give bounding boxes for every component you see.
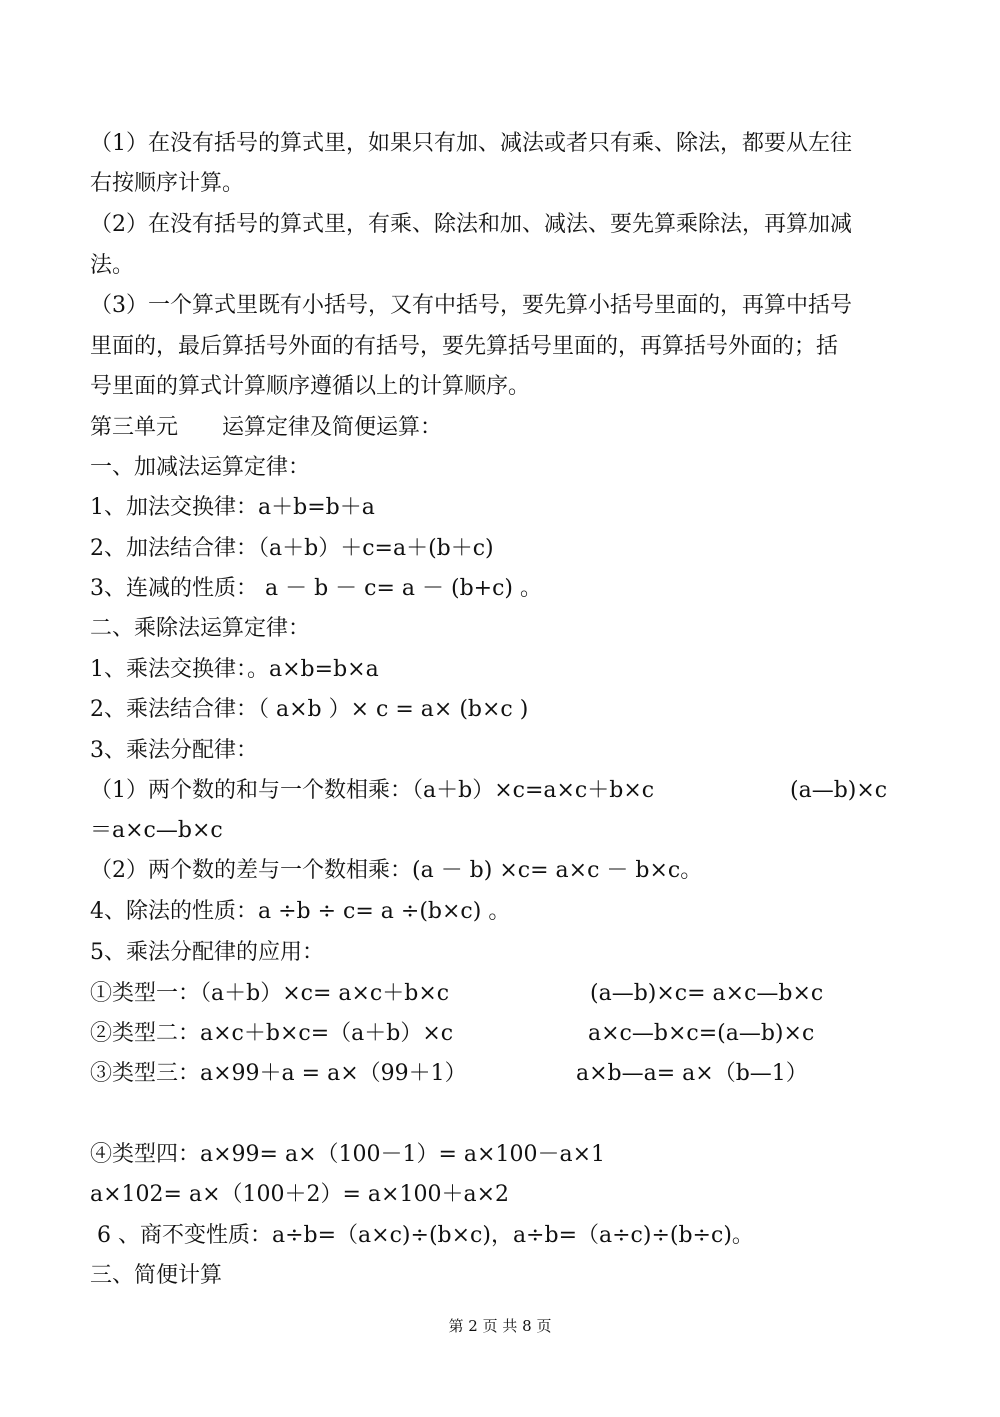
type-4-line-1: ④类型四：a×99= a×（100－1）= a×100－a×1 (90, 1142, 606, 1167)
section-simplified-calculation: 三、简便计算 (90, 1263, 223, 1288)
type-4-line-2: a×102= a×（100＋2）= a×100＋a×2 (90, 1182, 510, 1207)
rule-1-line-2: 右按顺序计算。 (90, 171, 245, 196)
type-3-left: ③类型三：a×99＋a = a×（99＋1） (90, 1061, 467, 1086)
law-mul-associative: 2、乘法结合律：（ a×b ）× c = a× (b×c ) (90, 697, 529, 722)
law-mul-distributive: 3、乘法分配律： (90, 738, 258, 763)
distributive-sum-left: （1）两个数的和与一个数相乘：（a＋b）×c=a×c＋b×c (90, 778, 655, 803)
quotient-invariance-property: 6 、商不变性质：a÷b=（a×c)÷(b×c)，a÷b=（a÷c)÷(b÷c)。 (90, 1223, 754, 1248)
page-number: 第 2 页 共 8 页 (448, 1317, 552, 1335)
distributive-difference: （2）两个数的差与一个数相乘：(a － b) ×c= a×c － b×c。 (90, 858, 703, 883)
type-2-right: a×c—b×c=(a—b)×c (588, 1021, 815, 1046)
rule-3-line-2: 里面的，最后算括号外面的有括号，要先算括号里面的，再算括号外面的；括 (90, 334, 839, 359)
unit-title: 第三单元 运算定律及简便运算： (90, 415, 443, 440)
rule-1-line-1: （1）在没有括号的算式里，如果只有加、减法或者只有乘、除法，都要从左往 (90, 131, 852, 156)
page-footer (0, 1316, 1000, 1336)
rule-3-line-3: 号里面的算式计算顺序遵循以上的计算顺序。 (90, 374, 531, 399)
division-property: 4、除法的性质：a ÷b ÷ c= a ÷(b×c) 。 (90, 899, 511, 924)
type-1-left: ①类型一：（a＋b）×c= a×c＋b×c (90, 981, 450, 1006)
distributive-applications-heading: 5、乘法分配律的应用： (90, 940, 324, 965)
section-add-sub-laws: 一、加减法运算定律： (90, 455, 311, 480)
rule-2-line-2: 法。 (90, 253, 135, 278)
distributive-sum-right: (a—b)×c (790, 778, 888, 803)
section-mul-div-laws: 二、乘除法运算定律： (90, 616, 311, 641)
rule-2-line-1: （2）在没有括号的算式里，有乘、除法和加、减法、要先算乘除法，再算加减 (90, 212, 852, 237)
law-continuous-subtraction: 3、连减的性质： a － b － c= a － (b+c) 。 (90, 576, 543, 601)
rule-3-line-1: （3）一个算式里既有小括号，又有中括号，要先算小括号里面的，再算中括号 (90, 293, 852, 318)
distributive-sum-continued: ＝a×c—b×c (90, 818, 223, 843)
type-1-right: (a—b)×c= a×c—b×c (590, 981, 824, 1006)
law-add-associative: 2、加法结合律：（a＋b）＋c=a＋(b＋c) (90, 536, 494, 561)
type-3-right: a×b—a= a×（b—1） (576, 1061, 808, 1086)
type-2-left: ②类型二：a×c＋b×c=（a＋b）×c (90, 1021, 454, 1046)
law-add-commutative: 1、加法交换律：a＋b=b＋a (90, 495, 375, 520)
law-mul-commutative: 1、乘法交换律：。a×b=b×a (90, 657, 379, 682)
